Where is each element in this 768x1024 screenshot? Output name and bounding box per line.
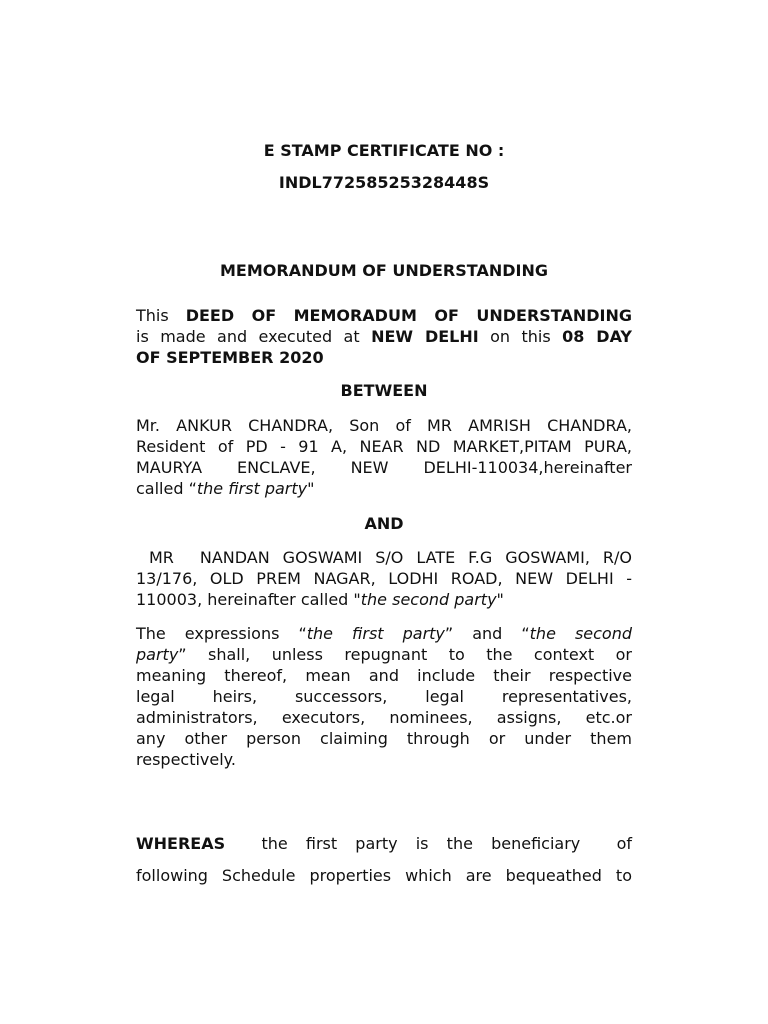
whereas-line-2: following Schedule properties which are bequeathed to: [136, 866, 632, 885]
whereas-line-1: WHEREAS the first party is the beneficiary of: [136, 834, 632, 853]
expressions-line-4: legal heirs, successors, legal representatives,: [136, 687, 632, 706]
second-party-line-2: 13/176, OLD PREM NAGAR, LODHI ROAD, NEW DELHI -: [136, 569, 632, 588]
and-heading: AND: [364, 514, 404, 533]
cert-label: E STAMP CERTIFICATE NO :: [263, 141, 505, 160]
second-party-line-3: 110003, hereinafter called "the second party": [136, 590, 504, 609]
expressions-line-5: administrators, executors, nominees, assigns, etc.or: [136, 708, 632, 727]
second-party-paragraph: [136, 547, 632, 610]
first-party-line-1: Mr. ANKUR CHANDRA, Son of MR AMRISH CHANDRA,: [136, 416, 632, 435]
expressions-line-6: any other person claiming through or under them: [136, 729, 632, 748]
intro-line-1: This DEED OF MEMORADUM OF UNDERSTANDING: [136, 306, 632, 325]
intro-line-3: OF SEPTEMBER 2020: [136, 348, 324, 367]
expressions-line-7: respectively.: [136, 750, 236, 769]
expressions-line-2: party” shall, unless repugnant to the context or: [136, 645, 632, 664]
intro-paragraph: [136, 305, 632, 368]
first-party-line-4: called “the first party": [136, 479, 315, 498]
cert-number: INDL77258525328448S: [278, 173, 490, 192]
second-party-line-1: MR NANDAN GOSWAMI S/O LATE F.G GOSWAMI, R/O: [136, 548, 632, 567]
first-party-line-2: Resident of PD - 91 A, NEAR ND MARKET,PITAM PURA,: [136, 437, 632, 456]
whereas-paragraph: [136, 828, 632, 892]
expressions-line-3: meaning thereof, mean and include their respective: [136, 666, 632, 685]
between-heading: BETWEEN: [340, 381, 428, 400]
expressions-paragraph: [136, 623, 632, 770]
first-party-paragraph: [136, 415, 632, 499]
intro-line-2: is made and executed at NEW DELHI on this 08 DAY: [136, 327, 633, 346]
document-title: MEMORANDUM OF UNDERSTANDING: [220, 261, 548, 280]
first-party-line-3: MAURYA ENCLAVE, NEW DELHI-110034,hereinafter: [136, 458, 632, 477]
expressions-line-1: The expressions “the first party” and “the second: [136, 624, 633, 643]
